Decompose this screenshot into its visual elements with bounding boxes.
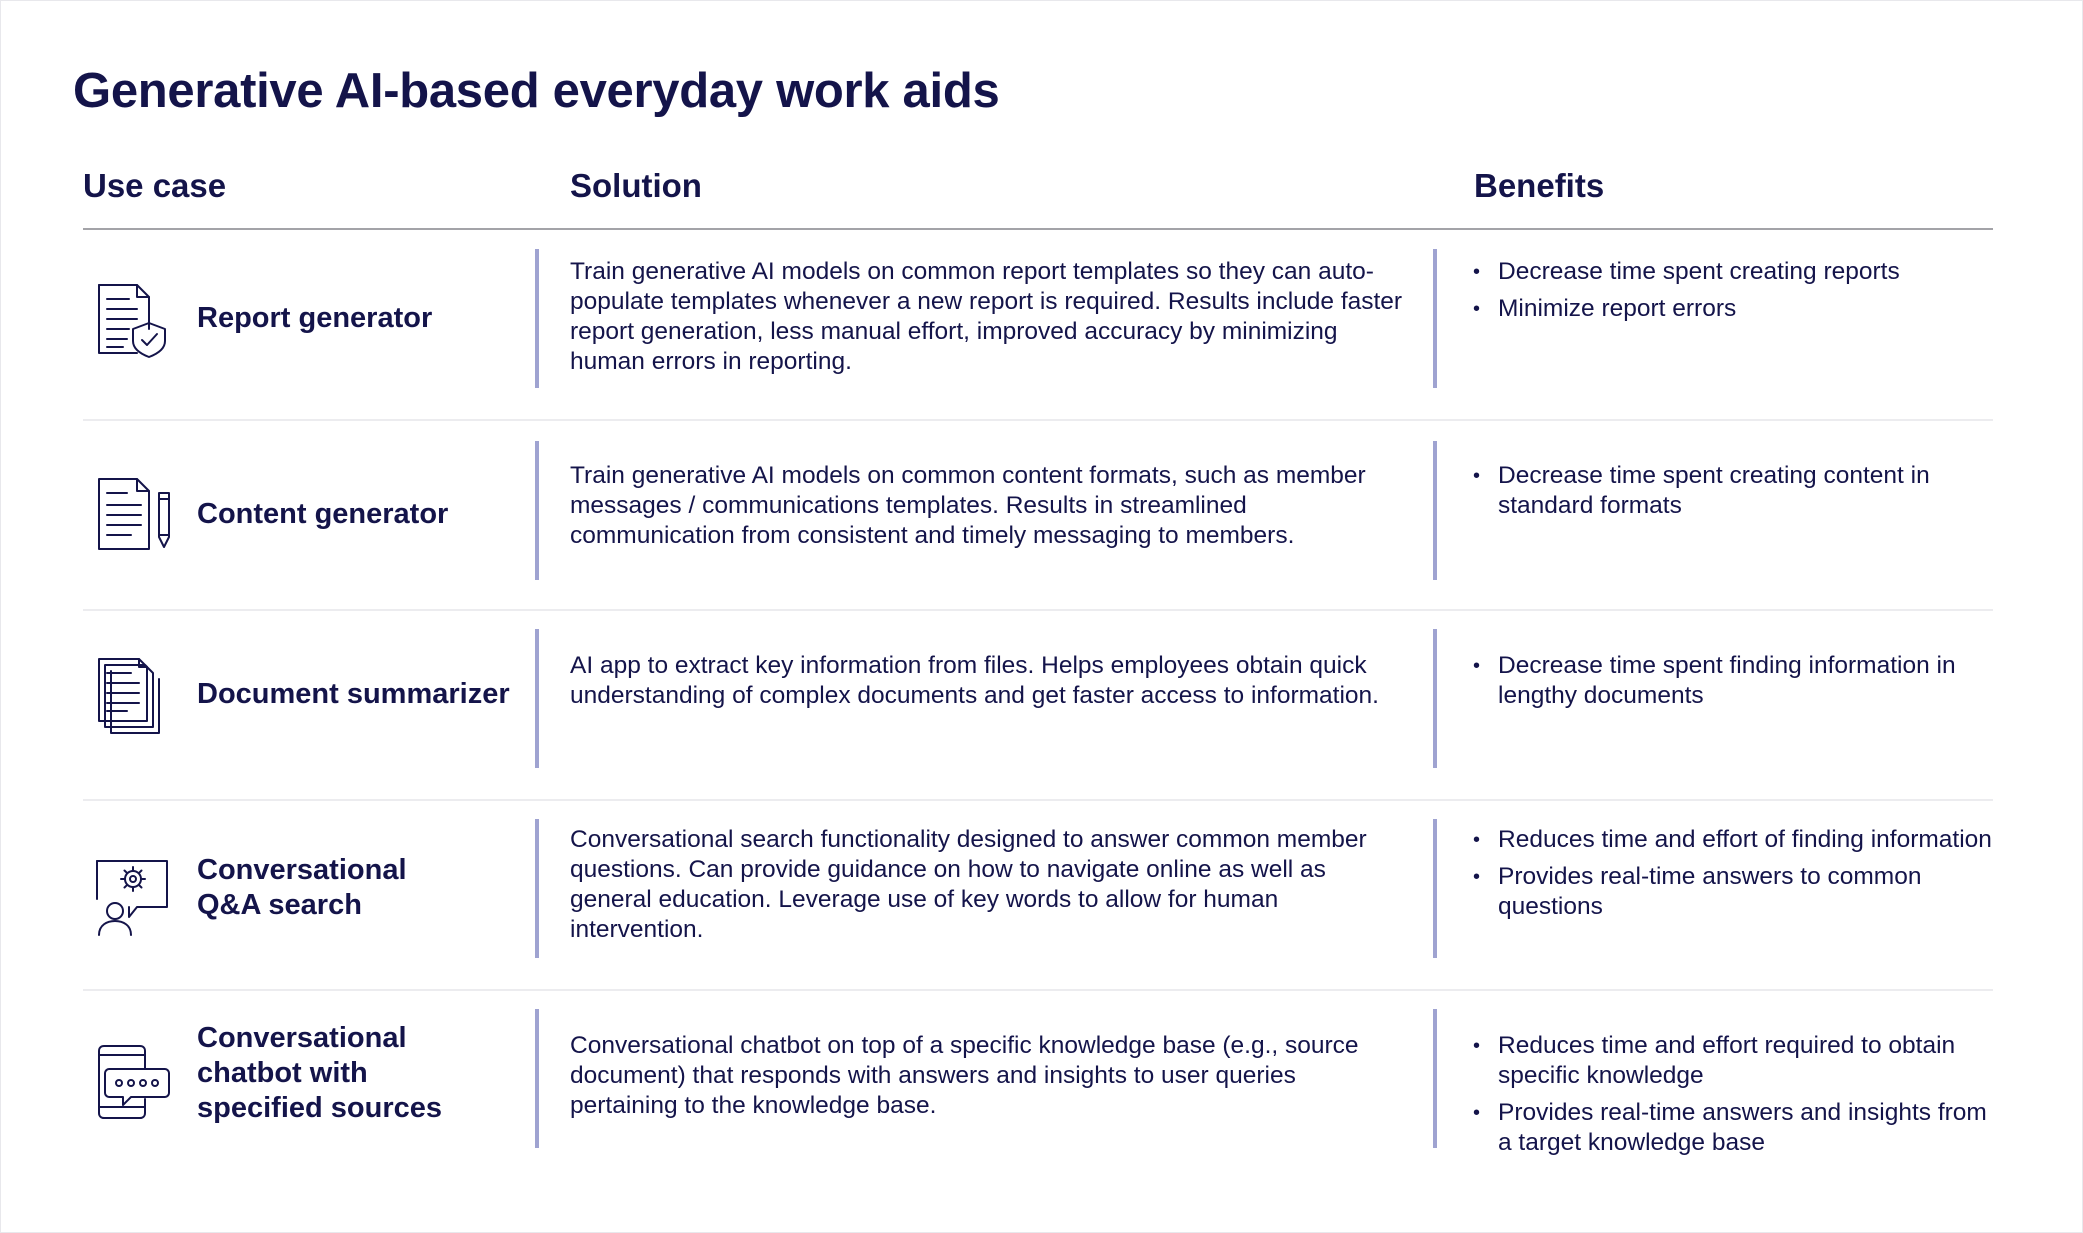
table-row: [83, 611, 1993, 801]
page-title: Generative AI-based everyday work aids: [73, 64, 1000, 118]
benefits-list: [1473, 257, 1993, 331]
table-row: [83, 991, 1993, 1181]
use-case-label: Document summarizer: [197, 678, 510, 710]
solution-text: Conversational chatbot on top of a specific knowledge base (e.g., source document) that responds with answers and insights to user queries pertaining to the knowledge base.: [570, 1032, 1359, 1119]
solution-text: Train generative AI models on common report templates so they can auto-populate templates whenever a new report is required. Results include faster report generation, less manual effort, improved accuracy by minimizing human errors in reporting.: [570, 258, 1403, 375]
header-divider: [83, 228, 1993, 230]
solution-text: Train generative AI models on common content formats, such as member messages / communications templates. Results in streamlined communication from consistent and timely messaging to members.: [570, 462, 1366, 549]
benefit-item: • Decrease time spent creating content in standard formats: [1473, 461, 1993, 521]
document-pencil-icon: [93, 473, 175, 555]
benefit-item: • Provides real-time answers and insights from a target knowledge base: [1473, 1098, 1993, 1158]
solution-text: Conversational search functionality designed to answer common member questions. Can provide guidance on how to navigate online as well as general education. Leverage use of key words to allow for human intervention.: [570, 826, 1367, 943]
column-header-solution: Solution: [570, 167, 702, 204]
use-case-label: Conversational chatbot with specified sources: [197, 1022, 442, 1124]
table-row: [83, 801, 1993, 991]
benefits-list: [1473, 461, 1993, 528]
benefit-item: • Provides real-time answers to common questions: [1473, 862, 1993, 922]
user-gear-chat-icon: [93, 855, 175, 937]
column-separator: [535, 249, 539, 388]
use-case-label: Content generator: [197, 498, 449, 530]
use-case-label: Report generator: [197, 302, 433, 334]
benefit-item: • Decrease time spent finding information in lengthy documents: [1473, 651, 1993, 711]
benefit-item: • Reduces time and effort required to obtain specific knowledge: [1473, 1031, 1993, 1091]
column-separator: [1433, 441, 1437, 580]
column-separator: [1433, 629, 1437, 768]
table-row: [83, 421, 1993, 611]
phone-chat-bubble-icon: [93, 1041, 175, 1123]
stacked-documents-icon: [93, 653, 175, 735]
benefits-list: [1473, 825, 1993, 929]
column-separator: [1433, 249, 1437, 388]
benefit-item: • Reduces time and effort of finding information: [1473, 825, 1993, 855]
column-header-use-case: Use case: [83, 167, 227, 204]
table-row: [83, 231, 1993, 421]
column-separator: [1433, 819, 1437, 958]
benefits-list: [1473, 651, 1993, 718]
column-separator: [535, 629, 539, 768]
solution-text: AI app to extract key information from files. Helps employees obtain quick understanding of complex documents and get faster access to information.: [570, 652, 1379, 709]
report-shield-icon: [93, 279, 175, 361]
use-case-label: Conversational Q&A search: [197, 854, 407, 921]
column-separator: [1433, 1009, 1437, 1148]
column-separator: [535, 1009, 539, 1148]
column-header-benefits: Benefits: [1474, 167, 1605, 204]
benefits-list: [1473, 1031, 1993, 1165]
column-separator: [535, 819, 539, 958]
column-separator: [535, 441, 539, 580]
benefit-item: • Minimize report errors: [1473, 294, 1993, 324]
benefit-item: • Decrease time spent creating reports: [1473, 257, 1993, 287]
